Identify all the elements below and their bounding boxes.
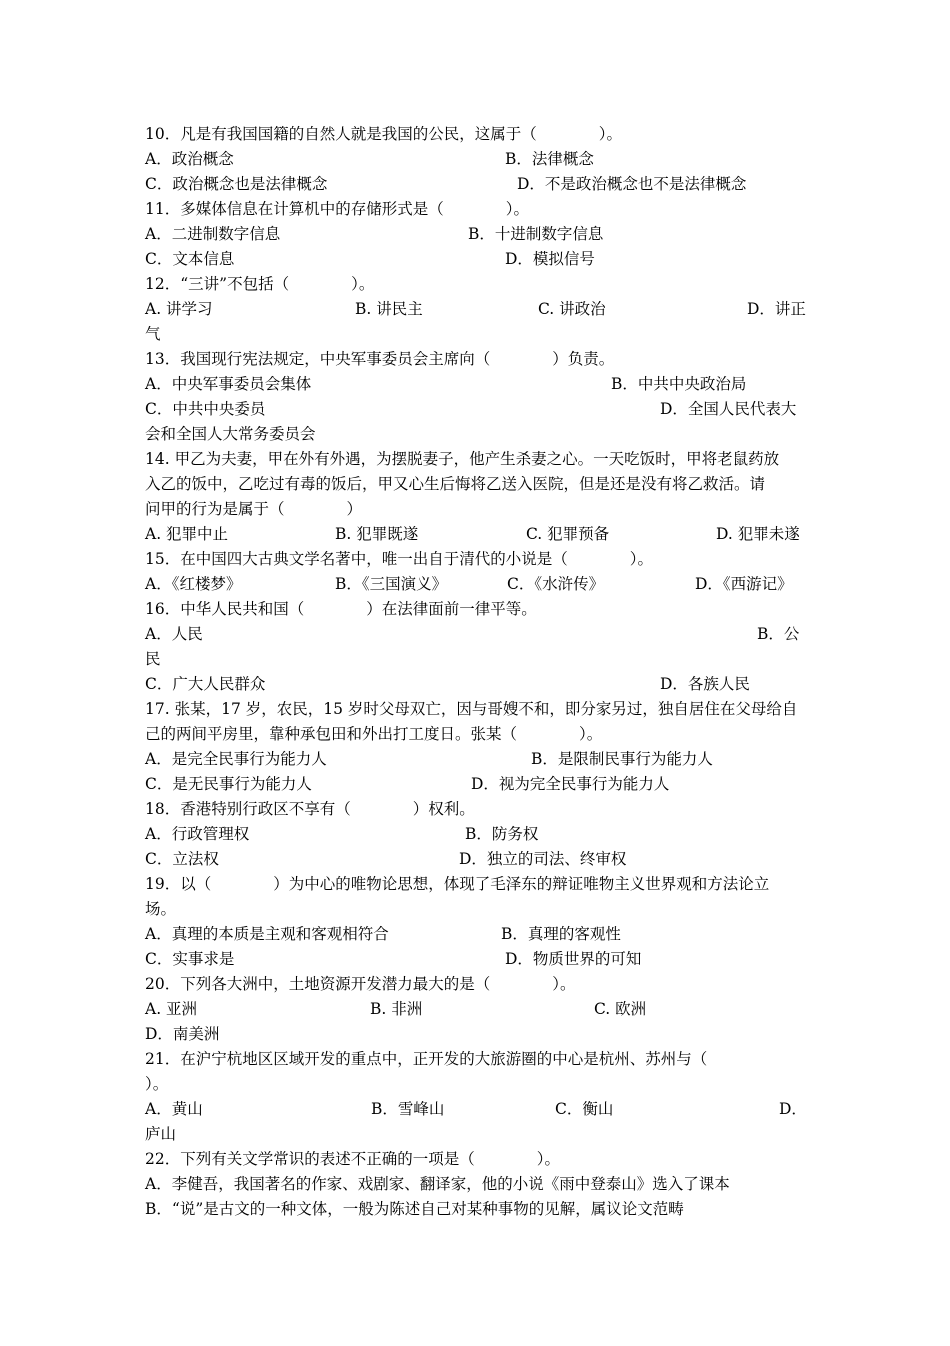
option-b-cont: 民 <box>145 650 161 668</box>
question-18 <box>145 797 807 822</box>
option-b: B．中共中央政治局 <box>611 375 747 393</box>
option-d: D. 犯罪未遂 <box>716 525 800 543</box>
question-20 <box>145 972 807 997</box>
question-15 <box>145 547 807 572</box>
option-c: C．是无民事行为能力人 <box>145 775 312 793</box>
question-18-stem: 18．香港特别行政区不享有（ ）权利。 <box>145 800 475 818</box>
question-13 <box>145 347 807 372</box>
option-d: D．讲正 <box>747 300 806 318</box>
question-17-stem: 17. 张某，17 岁，农民，15 岁时父母双亡，因与哥嫂不和，即分家另过，独自居住在父母给自 <box>145 700 798 718</box>
question-19-line-2 <box>145 897 807 922</box>
option-a: A．二进制数字信息 <box>145 225 281 243</box>
question-21-stem: 21．在沪宁杭地区区域开发的重点中，正开发的大旅游圈的中心是杭州、苏州与（ <box>145 1050 708 1068</box>
question-19-options-row-2 <box>145 947 807 972</box>
question-17-line-2 <box>145 722 807 747</box>
option-d: D．视为完全民事行为能力人 <box>471 775 670 793</box>
question-11-options-row-1 <box>145 222 807 247</box>
question-14-stem: 14. 甲乙为夫妻，甲在外有外遇，为摆脱妻子，他产生杀妻之心。一天吃饭时，甲将老鼠药放 <box>145 450 780 468</box>
question-16-options-row-1 <box>145 622 807 647</box>
question-16-options-row-2 <box>145 672 807 697</box>
question-17-options-row-2 <box>145 772 807 797</box>
option-a: A．政治概念 <box>145 150 234 168</box>
option-c: C．中共中央委员 <box>145 400 266 418</box>
option-c: C．立法权 <box>145 850 219 868</box>
question-12-options-cont <box>145 322 807 347</box>
question-12-stem: 12．“三讲”不包括（ ）。 <box>145 275 375 293</box>
option-c: C．《水浒传》 <box>507 575 605 593</box>
option-b: B. 讲民主 <box>355 300 423 318</box>
question-18-options-row-1 <box>145 822 807 847</box>
option-a: A. 犯罪中止 <box>145 525 229 543</box>
option-b: B. 非洲 <box>370 1000 423 1018</box>
option-b: B．公 <box>757 625 800 643</box>
option-d-cont: 会和全国人大常务委员会 <box>145 425 316 443</box>
question-14-options <box>145 522 807 547</box>
option-b: B．十进制数字信息 <box>468 225 604 243</box>
option-a: A．中央军事委员会集体 <box>145 375 312 393</box>
option-c: C．实事求是 <box>145 950 235 968</box>
option-b: B. 犯罪既遂 <box>335 525 419 543</box>
question-20-options-row-2 <box>145 1022 807 1047</box>
option-a: A．黄山 <box>145 1100 203 1118</box>
question-13-stem: 13．我国现行宪法规定，中央军事委员会主席向（ ）负责。 <box>145 350 615 368</box>
option-b: B．《三国演义》 <box>335 575 448 593</box>
option-b: B．雪峰山 <box>371 1100 445 1118</box>
question-11-options-row-2 <box>145 247 807 272</box>
option-d: D．不是政治概念也不是法律概念 <box>517 175 747 193</box>
option-a: A．真理的本质是主观和客观相符合 <box>145 925 389 943</box>
question-22-option-a <box>145 1172 807 1197</box>
option-a: A．人民 <box>145 625 203 643</box>
option-d: D．独立的司法、终审权 <box>459 850 627 868</box>
question-19-stem-cont: 场。 <box>145 900 177 918</box>
question-11 <box>145 197 807 222</box>
question-13-options-cont <box>145 422 807 447</box>
question-13-options-row-2 <box>145 397 807 422</box>
option-c: C. 欧洲 <box>594 1000 647 1018</box>
option-d: D． <box>779 1100 807 1118</box>
option-a: A．《红楼梦》 <box>145 575 242 593</box>
question-18-options-row-2 <box>145 847 807 872</box>
question-21-line-2 <box>145 1072 807 1097</box>
option-b: B．真理的客观性 <box>501 925 621 943</box>
question-22-stem: 22．下列有关文学常识的表述不正确的一项是（ ）。 <box>145 1150 560 1168</box>
option-b: B．“说”是古文的一种文体，一般为陈述自己对某种事物的见解，属议论文范畴 <box>145 1200 684 1218</box>
question-21-stem-cont: ）。 <box>145 1075 169 1093</box>
question-19-stem: 19．以（ ）为中心的唯物论思想，体现了毛泽东的辩证唯物主义世界观和方法论立 <box>145 875 770 893</box>
option-a: A. 亚洲 <box>145 1000 198 1018</box>
option-d: D．物质世界的可知 <box>505 950 642 968</box>
question-13-options-row-1 <box>145 372 807 397</box>
question-14-stem-end: 问甲的行为是属于（ ） <box>145 500 363 518</box>
question-10-options-row-2 <box>145 172 807 197</box>
option-d: D．南美洲 <box>145 1025 220 1043</box>
question-16-stem: 16．中华人民共和国（ ）在法律面前一律平等。 <box>145 600 537 618</box>
question-12-options <box>145 297 807 322</box>
question-17-line-1 <box>145 697 807 722</box>
option-d: D．《西游记》 <box>695 575 793 593</box>
option-c: C. 讲政治 <box>538 300 606 318</box>
option-b: B．是限制民事行为能力人 <box>531 750 713 768</box>
option-a: A．是完全民事行为能力人 <box>145 750 327 768</box>
question-21-line-1 <box>145 1047 807 1072</box>
question-20-options <box>145 997 807 1022</box>
question-17-stem-cont: 己的两间平房里，靠种承包田和外出打工度日。张某（ ）。 <box>145 725 603 743</box>
option-d: D．全国人民代表大 <box>660 400 797 418</box>
question-14-line-3 <box>145 497 807 522</box>
question-15-stem: 15．在中国四大古典文学名著中，唯一出自于清代的小说是（ ）。 <box>145 550 653 568</box>
question-16-options-cont <box>145 647 807 672</box>
option-c: C．衡山 <box>555 1100 614 1118</box>
question-11-stem: 11．多媒体信息在计算机中的存储形式是（ ）。 <box>145 200 529 218</box>
question-21-options <box>145 1097 807 1122</box>
question-17-options-row-1 <box>145 747 807 772</box>
question-19-options-row-1 <box>145 922 807 947</box>
option-d-cont: 气 <box>145 325 161 343</box>
question-22 <box>145 1147 807 1172</box>
question-10 <box>145 122 807 147</box>
question-20-stem: 20．下列各大洲中，土地资源开发潜力最大的是（ ）。 <box>145 975 576 993</box>
option-b: B．防务权 <box>465 825 539 843</box>
question-21-options-cont <box>145 1122 807 1147</box>
question-14-stem-cont: 入乙的饭中，乙吃过有毒的饭后，甲又心生后悔将乙送入医院，但是还是没有将乙救活。请 <box>145 475 766 493</box>
question-10-stem: 10．凡是有我国国籍的自然人就是我国的公民，这属于（ ）。 <box>145 125 622 143</box>
question-12 <box>145 272 807 297</box>
option-d-cont: 庐山 <box>145 1125 177 1143</box>
option-c: C．政治概念也是法律概念 <box>145 175 328 193</box>
option-a: A．李健吾，我国著名的作家、戏剧家、翻译家，他的小说《雨中登泰山》选入了课本 <box>145 1175 730 1193</box>
option-a: A. 讲学习 <box>145 300 213 318</box>
question-19-line-1 <box>145 872 807 897</box>
question-22-option-b <box>145 1197 807 1222</box>
question-10-options-row-1 <box>145 147 807 172</box>
option-d: D．各族人民 <box>660 675 750 693</box>
option-b: B．法律概念 <box>505 150 594 168</box>
option-d: D．模拟信号 <box>505 250 595 268</box>
question-16 <box>145 597 807 622</box>
option-c: C．文本信息 <box>145 250 235 268</box>
option-c: C．广大人民群众 <box>145 675 266 693</box>
option-a: A．行政管理权 <box>145 825 250 843</box>
question-14-line-2 <box>145 472 807 497</box>
option-c: C. 犯罪预备 <box>526 525 610 543</box>
question-15-options <box>145 572 807 597</box>
question-14-line-1 <box>145 447 807 472</box>
